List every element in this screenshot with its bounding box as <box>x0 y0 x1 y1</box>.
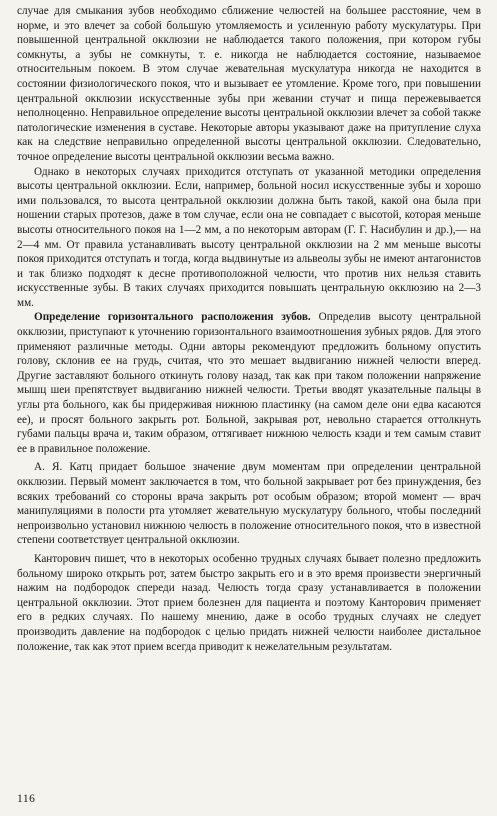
paragraph-5-text: Канторович пишет, что в некоторых особенно трудных случаях бывает полезно предложить больному широко открыть рот, затем быстро закрыть его и в это время произвести энергичный нажим на подбородок спереди назад. Челюсть тогда сразу устанавливается в положении центральной окклюзии. Этот прием болезнен для пациента и поэтому Канторович применяет его в редких случаях. По нашему мнению, даже в особо трудных случаях не следует производить давление на подбородок с целью придать нижней челюсти наиболее дистальное положение, так как этот прием всегда приводит к нежелательным результатам. <box>17 552 481 653</box>
paragraph-3 <box>17 310 481 456</box>
section-heading: Определение горизонтального расположения зубов. <box>34 311 311 324</box>
page-number: 116 <box>17 793 36 805</box>
paragraph-4-text: А. Я. Катц придает большое значение двум моментам при определении центральной окклюзии. Первый момент заключается в том, что больной закрывает рот без принуждения, без всяких требований со стороны врача закрыть рот особым образом; второй момент — врач манипуляциями в полости рта утомляет жевательную мускулатуру больного, чтобы последний непроизвольно установил нижнюю челюсть в положение относительного покоя, что в известной степени соответствует центральной окклюзии. <box>17 461 481 547</box>
paragraph-2-text: Однако в некоторых случаях приходится отступать от указанной методики определения высоты центральной окклюзии. Если, например, больной носил искусственные зубы и хорошо ими пользовался, то высота центральной окклюзии должна быть такой, какой она была при ношении старых протезов, даже в том случае, если она не совпадает с высотой, которая меньше высоты относительного покоя на 1—2 мм, а по некоторым авторам (Г. Г. Насибулин и др.),— на 2—4 мм. От правила устанавливать высоту центральной окклюзии на 2 мм меньше высоты покоя приходится отступать и тогда, когда выдвинутые из альвеолы зубы не имеют антагонистов и так близко подходят к десне противоположной челюсти, что против них нельзя ставить искусственные зубы. В таких случаях приходится повышать центральную окклюзию на 2—3 мм. <box>17 165 481 309</box>
paragraph-2 <box>17 165 481 311</box>
paragraph-3-text: Определив высоту центральной окклюзии, приступают к уточнению горизонтального взаимоотношения зубных рядов. Для этого применяют различные методы. Одни авторы рекомендуют предложить больному опустить голову, склонив ее на грудь, считая, что это мешает выдвиганию нижней челюсти вперед. Другие заставляют больного откинуть голову назад, так как при таком положении напряжение мышц шеи препятствует выдвиганию нижней челюсти. Третьи вводят указательные пальцы в углы рта больного, как бы придерживая нижнюю пластинку (на самом деле они едва касаются ее), и просят больного закрыть рот. Больной, закрывая рот, невольно старается оттолкнуть губами пальцы врача и, таким образом, оттягивает нижнюю челюсть кзади и тем самым ставит ее в правильное положение. <box>17 311 481 455</box>
paragraph-1-text: случае для смыкания зубов необходимо сближение челюстей на большее расстояние, чем в норме, и это влечет за собой большую утомляемость и усиленную работу мускулатуры. При повышенной центральной окклюзии не наблюдается такого положения, при котором губы сомкнуты, а зубы не сомкнуты, т. е. никогда не наблюдается состояние, называемое относительным покоем. В этом случае жевательная мускулатура никогда не находится в состоянии физиологического покоя, что и вызывает ее утомление. Кроме того, при повышении центральной окклюзии искусственные зубы при жевании стучат и пища пережевывается неполноценно. Неправильное определение высоты центральной окклюзии влечет за собой также патологические изменения в суставе. Некоторые авторы указывают даже на притупление слуха как на следствие неправильно определенной высоты центральной окклюзии. Следовательно, точное определение высоты центральной окклюзии весьма важно. <box>17 5 481 163</box>
paragraph-1 <box>17 4 481 165</box>
paragraph-4 <box>17 460 481 548</box>
paragraph-5 <box>17 552 481 654</box>
